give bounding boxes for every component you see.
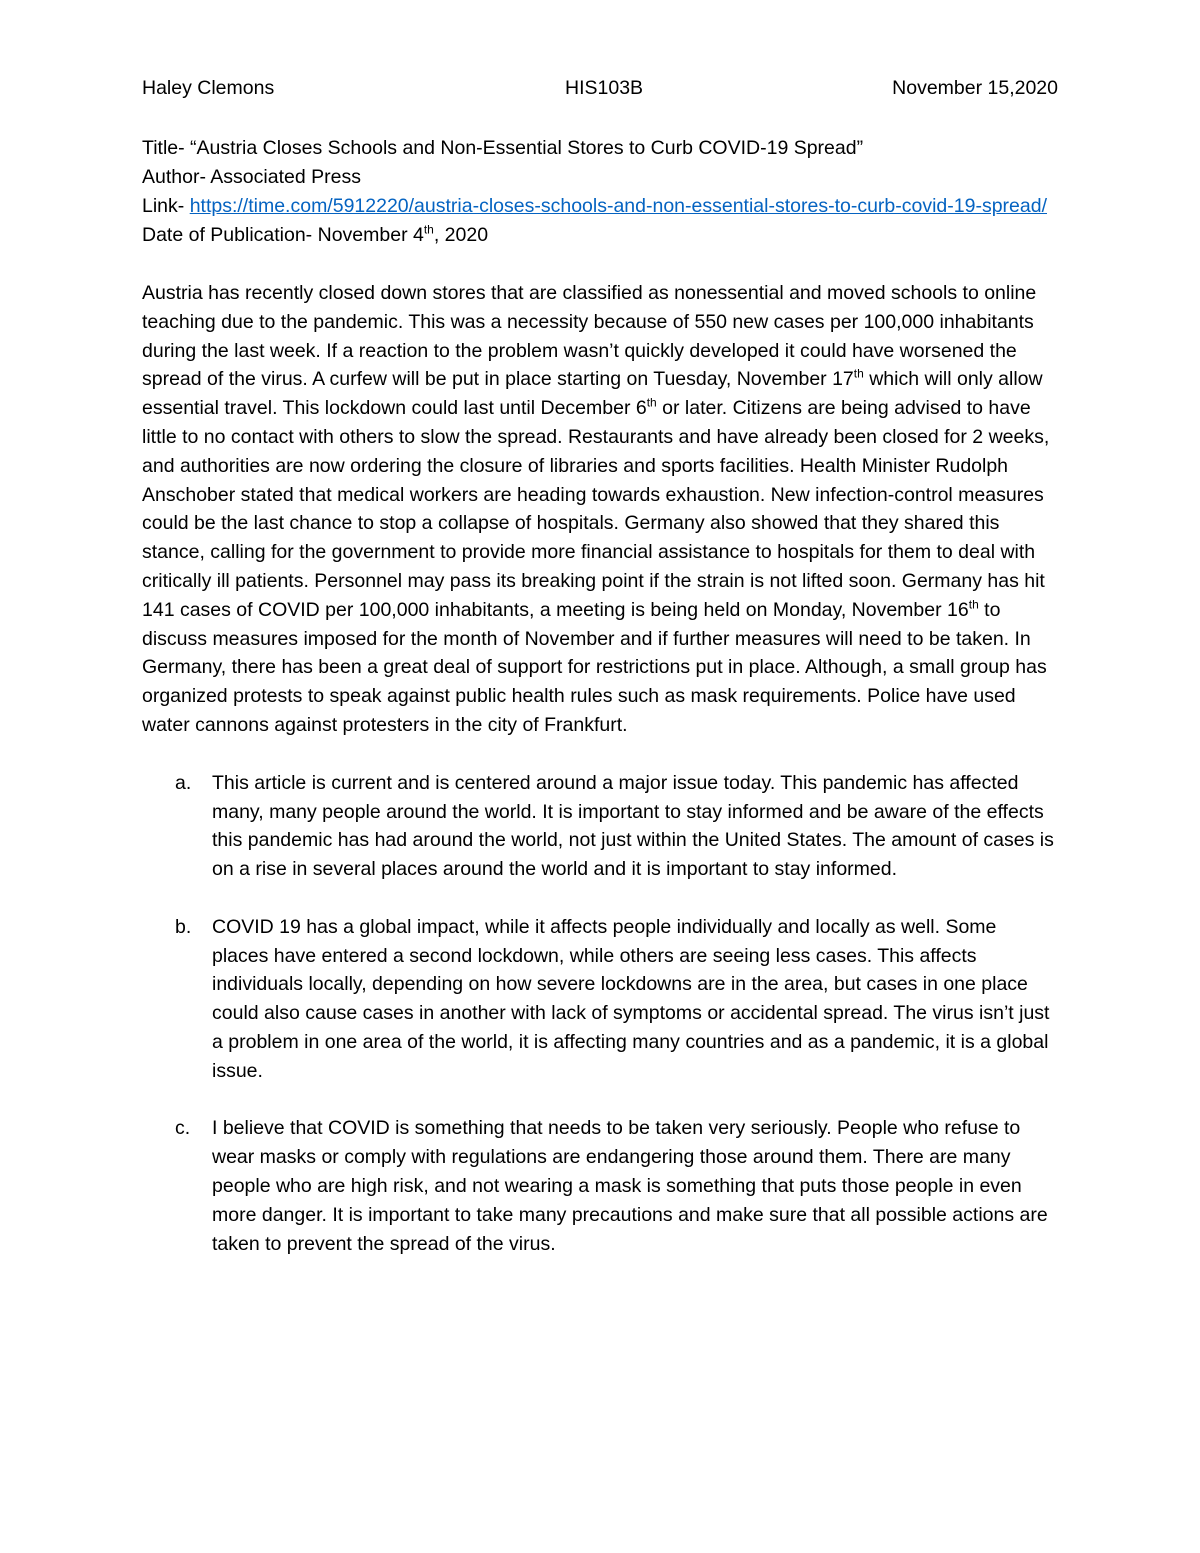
page-header <box>142 74 1058 102</box>
article-link[interactable]: https://time.com/5912220/austria-closes-schools-and-non-essential-stores-to-curb-covid-19-spread/ <box>189 195 1047 217</box>
publication-ordinal-suffix: th <box>423 222 434 237</box>
ordinal-suffix: th <box>853 366 864 381</box>
list-marker: c. <box>175 1117 191 1140</box>
response-list <box>142 769 1058 1259</box>
publication-label: Date of Publication- <box>142 224 318 246</box>
publication-date-row <box>142 221 1058 250</box>
summary-paragraph <box>142 279 1058 740</box>
author-value: Associated Press <box>210 166 361 188</box>
ordinal-suffix: th <box>968 597 979 612</box>
publication-year: , 2020 <box>433 224 489 246</box>
list-marker: b. <box>175 915 192 938</box>
list-item-text: COVID 19 has a global impact, while it affects people individually and locally as well. Some places have entered a second lockdown, while others are seeing less cases. This affects individuals locally, depending on how severe lockdowns are in the area, but cases in one place could also cause cases in another with lack of symptoms or accidental spread. The virus isn’t just a problem in one area of the world, it is affecting many countries and as a pandemic, it is a global issue. <box>212 915 1050 1082</box>
title-value: “Austria Closes Schools and Non-Essential Stores to Curb COVID-19 Spread” <box>190 137 864 159</box>
summary-text-part-4: to discuss measures imposed for the month of November and if further measures will need to be taken. In Germany, there has been a great deal of support for restrictions put in place. Although, a small group has organized protests to speak against public health rules such as mask requirements. Police have used water cannons against protesters in the city of Frankfurt. <box>142 598 1047 736</box>
list-marker: a. <box>175 771 192 794</box>
author-label: Author- <box>142 166 211 188</box>
publication-month-day: November 4 <box>317 224 424 246</box>
list-item <box>142 913 1058 1086</box>
list-item <box>142 769 1058 884</box>
header-date: November 15,2020 <box>892 77 1058 99</box>
author-row <box>142 163 1058 192</box>
header-course: HIS103B <box>565 77 644 99</box>
list-item <box>142 1114 1058 1258</box>
summary-text-part-1: Austria has recently closed down stores that are classified as nonessential and moved schools to online teaching due to the pandemic. This was a necessity because of 550 new cases per 100,000 inhabitants during the last week. If a reaction to the problem wasn’t quickly developed it could have worsened the spread of the virus. A curfew will be put in place starting on Tuesday, November 17 <box>142 282 1037 391</box>
article-meta <box>142 134 1058 250</box>
list-item-text: I believe that COVID is something that needs to be taken very seriously. People who refuse to wear masks or comply with regulations are endangering those around them. There are many people who are high risk, and not wearing a mask is something that puts those people in even more danger. It is important to take many precautions and make sure that all possible actions are taken to prevent the spread of the virus. <box>212 1117 1048 1255</box>
link-label: Link- <box>142 195 190 217</box>
title-row <box>142 134 1058 163</box>
ordinal-suffix: th <box>646 395 657 410</box>
header-author: Haley Clemons <box>142 77 275 99</box>
list-item-text: This article is current and is centered around a major issue today. This pandemic has affected many, many people around the world. It is important to stay informed and be aware of the effects this pandemic has had around the world, not just within the United States. The amount of cases is on a rise in several places around the world and it is important to stay informed. <box>212 771 1054 881</box>
summary-text-part-3: or later. Citizens are being advised to have little to no contact with others to slow the spread. Restaurants and have already been closed for 2 weeks, and authorities are now ordering the closure of libraries and sports facilities. Health Minister Rudolph Anschober stated that medical workers are heading towards exhaustion. New infection-control measures could be the last chance to stop a collapse of hospitals. Germany also showed that they shared this stance, calling for the government to provide more financial assistance to hospitals for them to deal with critically ill patients. Personnel may pass its breaking point if the strain is not lifted soon. Germany has hit 141 cases of COVID per 100,000 inhabitants, a meeting is being held on Monday, November 16 <box>142 397 1050 621</box>
summary-text-part-2: which will only allow essential travel. This lockdown could last until December 6 <box>142 368 1043 420</box>
title-label: Title- <box>142 137 191 159</box>
link-row <box>142 192 1058 221</box>
